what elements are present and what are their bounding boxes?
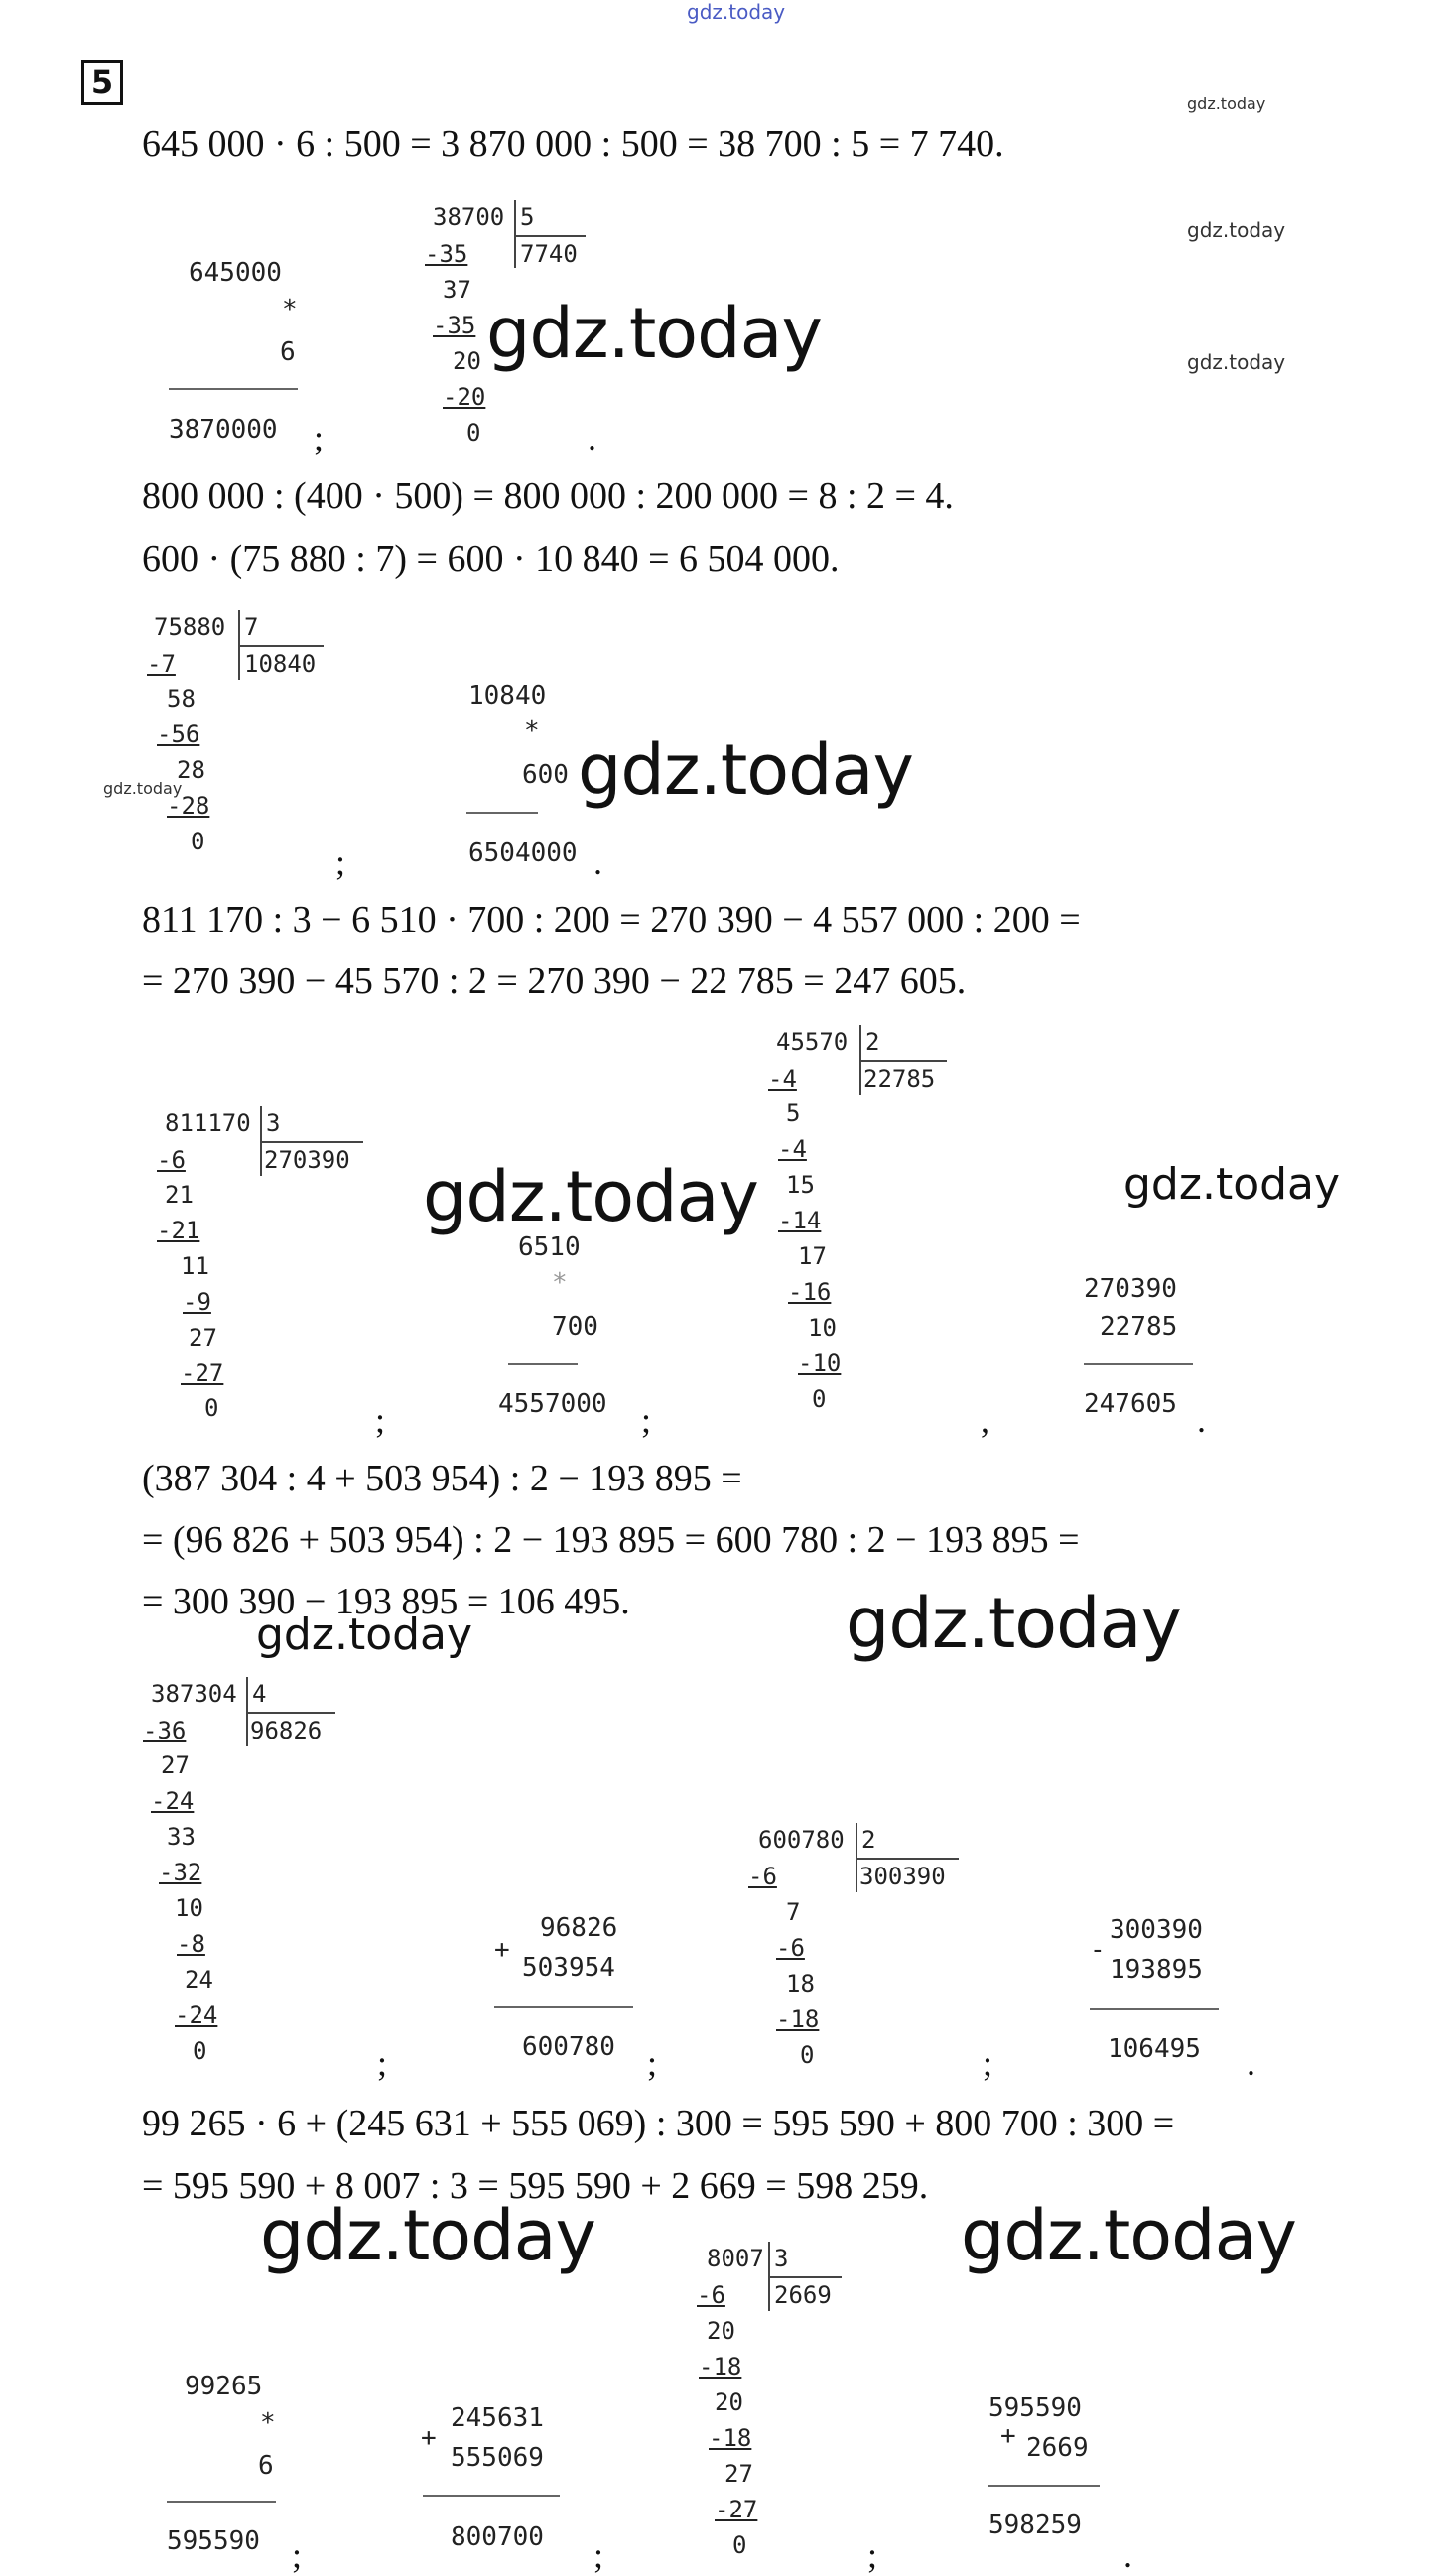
mul-operand: 6 xyxy=(258,2451,274,2481)
div-step: 27 xyxy=(161,1751,190,1779)
div-bracket xyxy=(514,235,586,237)
div-step: -18 xyxy=(709,2424,752,2452)
div-step: 0 xyxy=(193,2037,207,2065)
div-step: 37 xyxy=(443,276,471,304)
equation-line: = 300 390 − 193 895 = 106 495. xyxy=(142,1581,630,1622)
mul-operand: 700 xyxy=(552,1312,598,1342)
div-step: 15 xyxy=(786,1171,815,1199)
result-line xyxy=(508,1363,578,1365)
separator: . xyxy=(1197,1400,1206,1440)
equation-line: = 595 590 + 8 007 : 3 = 595 590 + 2 669 = 598 259. xyxy=(142,2165,929,2207)
div-step: 20 xyxy=(715,2388,743,2416)
watermark-large: gdz.today xyxy=(846,1583,1181,1664)
div-step: 24 xyxy=(185,1966,213,1994)
div-bracket xyxy=(260,1141,363,1143)
watermark-small: gdz.today xyxy=(103,779,183,798)
div-step: 11 xyxy=(181,1252,209,1280)
div-step: -56 xyxy=(157,720,200,748)
div-bracket xyxy=(238,645,324,647)
task-number-badge: 5 xyxy=(81,60,123,105)
separator: . xyxy=(1247,2043,1255,2083)
div-step: 20 xyxy=(707,2317,735,2345)
div-dividend: 8007 xyxy=(707,2245,764,2272)
div-step: 20 xyxy=(453,347,481,375)
div-step: -16 xyxy=(788,1278,832,1306)
div-bracket xyxy=(859,1060,947,1062)
mul-sign: * xyxy=(260,2408,276,2438)
div-quotient: 96826 xyxy=(250,1717,323,1744)
div-step: -24 xyxy=(151,1787,195,1815)
result-line xyxy=(988,2485,1100,2487)
sub-operand: 270390 xyxy=(1084,1274,1177,1304)
separator: ; xyxy=(375,1400,386,1440)
div-quotient: 7740 xyxy=(520,240,578,268)
div-quotient: 2669 xyxy=(774,2281,832,2309)
div-step: -18 xyxy=(699,2353,742,2381)
equation-line: 99 265 · 6 + (245 631 + 555 069) : 300 = 595 590 + 800 700 : 300 = xyxy=(142,2103,1175,2144)
div-step: -27 xyxy=(181,1359,224,1387)
div-step: 0 xyxy=(191,828,205,855)
separator: ; xyxy=(593,2535,604,2575)
result-line xyxy=(167,2501,276,2503)
div-step: -18 xyxy=(776,2005,820,2033)
equation-line: 811 170 : 3 − 6 510 · 700 : 200 = 270 390 − 4 557 000 : 200 = xyxy=(142,899,1081,941)
div-step: 10 xyxy=(808,1314,837,1342)
div-divisor: 5 xyxy=(520,203,535,231)
mul-result: 6504000 xyxy=(468,838,578,868)
result-line xyxy=(423,2495,560,2497)
add-operand: 595590 xyxy=(988,2393,1082,2423)
sub-operand: 193895 xyxy=(1110,1955,1203,1985)
div-step: -28 xyxy=(167,792,210,820)
div-step: -8 xyxy=(177,1930,205,1958)
equation-line: 600 · (75 880 : 7) = 600 · 10 840 = 6 504 000. xyxy=(142,538,840,580)
div-bracket xyxy=(768,2276,842,2278)
div-step: -27 xyxy=(715,2496,758,2523)
div-step: 28 xyxy=(177,756,205,784)
equation-line: (387 304 : 4 + 503 954) : 2 − 193 895 = xyxy=(142,1458,742,1499)
sub-result: 247605 xyxy=(1084,1389,1177,1419)
div-step: -6 xyxy=(748,1863,777,1890)
watermark-large: gdz.today xyxy=(260,2195,595,2276)
div-step: -14 xyxy=(778,1207,822,1234)
add-sign: + xyxy=(421,2423,437,2453)
add-sign: + xyxy=(494,1935,510,1965)
separator: . xyxy=(588,418,596,457)
add-result: 598259 xyxy=(988,2511,1082,2540)
div-dividend: 38700 xyxy=(433,203,505,231)
div-step: -10 xyxy=(798,1350,842,1377)
mul-sign: * xyxy=(552,1268,568,1298)
div-step: -35 xyxy=(433,312,476,339)
separator: . xyxy=(1123,2535,1132,2575)
watermark-large: gdz.today xyxy=(961,2195,1296,2276)
div-divisor: 4 xyxy=(252,1680,267,1708)
result-line xyxy=(494,2006,633,2008)
equation-line: 800 000 : (400 · 500) = 800 000 : 200 000 = 8 : 2 = 4. xyxy=(142,475,954,517)
div-step: -24 xyxy=(175,2001,218,2029)
separator: ; xyxy=(314,418,325,457)
separator: ; xyxy=(647,2043,658,2083)
div-divisor: 3 xyxy=(774,2245,789,2272)
sub-operand: 300390 xyxy=(1110,1915,1203,1945)
add-result: 800700 xyxy=(451,2522,544,2552)
separator: ; xyxy=(292,2535,303,2575)
add-operand: 503954 xyxy=(522,1953,615,1983)
equation-line: = 270 390 − 45 570 : 2 = 270 390 − 22 785 = 247 605. xyxy=(142,961,967,1002)
mul-operand: 99265 xyxy=(185,2372,263,2401)
mul-sign: * xyxy=(282,295,298,324)
add-operand: 555069 xyxy=(451,2443,544,2473)
div-divisor: 2 xyxy=(861,1826,876,1854)
equation-line: = (96 826 + 503 954) : 2 − 193 895 = 600 780 : 2 − 193 895 = xyxy=(142,1519,1080,1561)
header-watermark: gdz.today xyxy=(687,0,786,24)
div-step: -9 xyxy=(183,1288,211,1316)
div-step: 33 xyxy=(167,1823,196,1851)
add-sign: + xyxy=(1000,2421,1016,2451)
watermark-small: gdz.today xyxy=(1187,350,1286,374)
div-bracket xyxy=(246,1712,335,1714)
separator: ; xyxy=(641,1400,652,1440)
div-dividend: 45570 xyxy=(776,1028,849,1056)
div-step: 27 xyxy=(724,2460,753,2488)
div-quotient: 10840 xyxy=(244,650,317,678)
watermark-large: gdz.today xyxy=(423,1156,758,1237)
watermark-large: gdz.today xyxy=(486,293,822,374)
separator: ; xyxy=(335,842,346,882)
div-step: -35 xyxy=(425,240,468,268)
mul-sign: * xyxy=(524,716,540,746)
watermark-small: gdz.today xyxy=(1187,94,1266,113)
div-dividend: 600780 xyxy=(758,1826,845,1854)
add-result: 600780 xyxy=(522,2032,615,2062)
div-step: 0 xyxy=(812,1385,827,1413)
div-step: 0 xyxy=(732,2531,747,2559)
result-line xyxy=(1090,2008,1219,2010)
watermark-medium: gdz.today xyxy=(256,1610,473,1660)
div-divisor: 7 xyxy=(244,613,259,641)
separator: ; xyxy=(867,2535,878,2575)
div-bracket xyxy=(856,1858,959,1860)
div-step: 18 xyxy=(786,1970,815,1997)
mul-result: 595590 xyxy=(167,2526,260,2556)
mul-result: 4557000 xyxy=(498,1389,607,1419)
result-line xyxy=(466,812,538,814)
div-bracket xyxy=(514,200,516,268)
div-quotient: 300390 xyxy=(859,1863,946,1890)
mul-operand: 600 xyxy=(522,760,569,790)
div-quotient: 270390 xyxy=(264,1146,350,1174)
separator: . xyxy=(593,842,602,882)
add-operand: 96826 xyxy=(540,1913,618,1943)
sub-result: 106495 xyxy=(1108,2034,1201,2064)
result-line xyxy=(169,388,298,390)
div-step: -7 xyxy=(147,650,176,678)
mul-operand: 645000 xyxy=(189,258,282,288)
div-step: 0 xyxy=(800,2041,815,2069)
mul-operand: 10840 xyxy=(468,681,547,710)
watermark-large: gdz.today xyxy=(578,729,913,811)
div-step: -36 xyxy=(143,1717,187,1744)
div-quotient: 22785 xyxy=(863,1065,936,1093)
div-step: -6 xyxy=(157,1146,186,1174)
add-operand: 245631 xyxy=(451,2403,544,2433)
div-step: 17 xyxy=(798,1242,827,1270)
div-step: -6 xyxy=(697,2281,725,2309)
div-step: -4 xyxy=(768,1065,797,1093)
div-step: 10 xyxy=(175,1894,203,1922)
div-step: 0 xyxy=(204,1394,219,1422)
mul-operand: 6 xyxy=(280,337,296,367)
div-dividend: 811170 xyxy=(165,1109,251,1137)
watermark-medium: gdz.today xyxy=(1123,1159,1341,1210)
sub-sign: - xyxy=(1090,1935,1106,1965)
div-step: 7 xyxy=(786,1898,801,1926)
div-dividend: 387304 xyxy=(151,1680,237,1708)
separator: ; xyxy=(983,2043,993,2083)
equation-line: 645 000 · 6 : 500 = 3 870 000 : 500 = 38 700 : 5 = 7 740. xyxy=(142,123,1004,165)
div-step: -4 xyxy=(778,1135,807,1163)
sub-operand: 22785 xyxy=(1100,1312,1178,1342)
mul-operand: 6510 xyxy=(518,1232,581,1262)
watermark-small: gdz.today xyxy=(1187,218,1286,242)
result-line xyxy=(1084,1363,1193,1365)
div-step: -32 xyxy=(159,1859,202,1886)
div-divisor: 3 xyxy=(266,1109,281,1137)
div-step: -21 xyxy=(157,1217,200,1244)
div-step: 27 xyxy=(189,1324,217,1352)
div-step: 21 xyxy=(165,1181,194,1209)
div-dividend: 75880 xyxy=(154,613,226,641)
div-step: 0 xyxy=(466,419,481,447)
add-operand: 2669 xyxy=(1026,2433,1089,2463)
mul-result: 3870000 xyxy=(169,415,278,445)
div-step: -6 xyxy=(776,1934,805,1962)
div-divisor: 2 xyxy=(865,1028,880,1056)
separator: ; xyxy=(377,2043,388,2083)
div-step: 58 xyxy=(167,685,196,712)
div-step: -20 xyxy=(443,383,486,411)
div-step: 5 xyxy=(786,1099,801,1127)
separator: , xyxy=(981,1400,989,1440)
